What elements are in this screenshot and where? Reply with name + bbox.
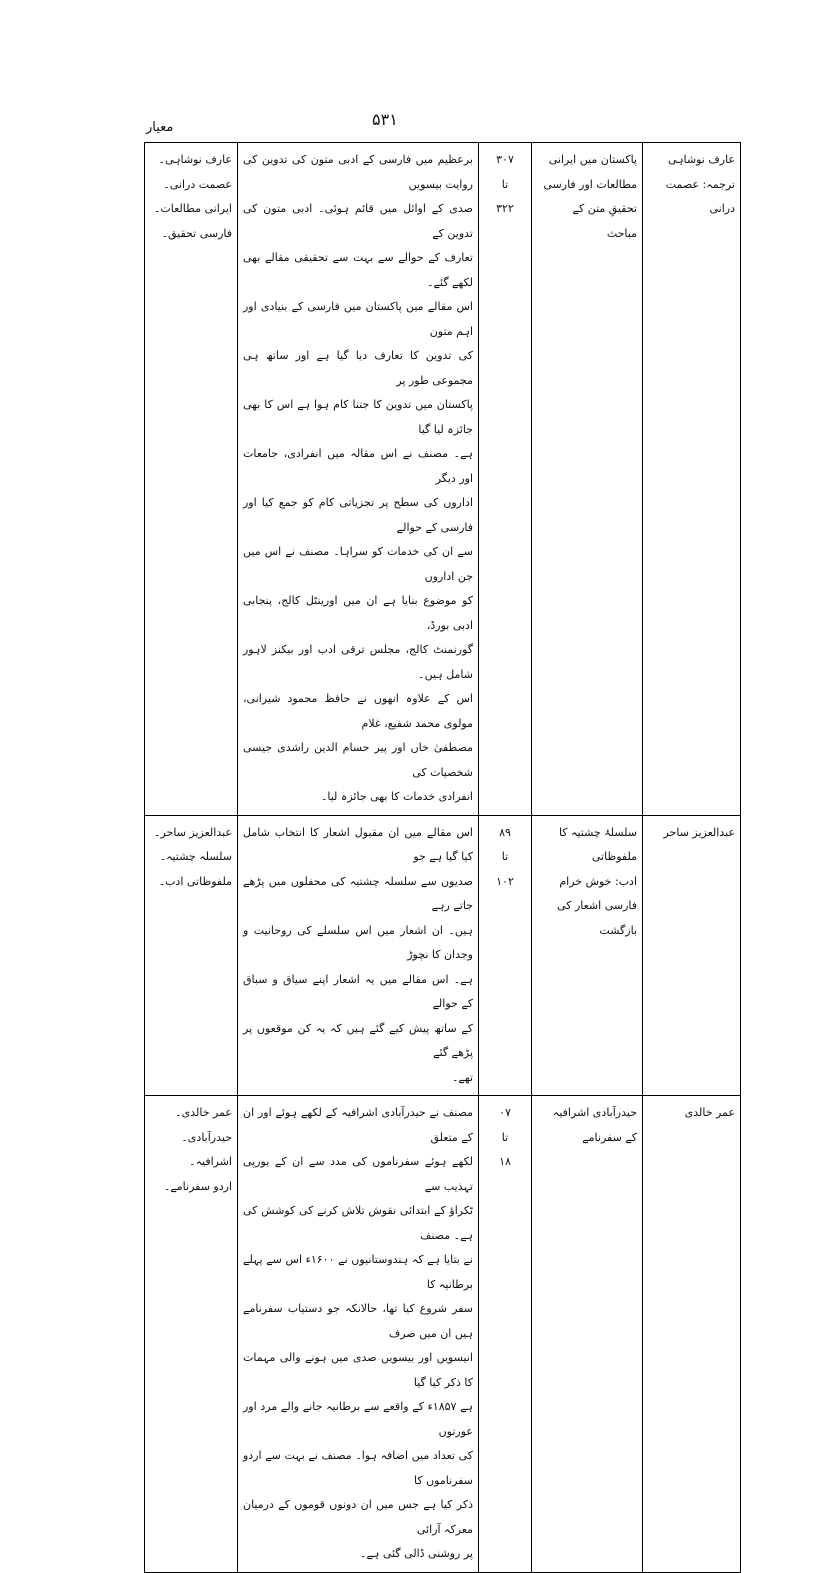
title-line: مباحث — [606, 226, 637, 240]
title-line: بازگشت — [599, 923, 637, 937]
index-table-body — [145, 143, 741, 1573]
keywords-line: سلسلہ چشتیہ۔ — [159, 850, 232, 863]
summary-line: گورنمنٹ کالج، مجلس ترقی ادب اور بیکنز لاہور شامل ہیں۔ — [243, 643, 473, 681]
keywords-line: حیدرآبادی۔ — [181, 1130, 232, 1144]
title-line: ادب: خوش خرام — [559, 874, 637, 888]
summary-line: کی تعداد میں اضافہ ہوا۔ مصنف نے بہت سے اردو سفرناموں کا — [243, 1449, 473, 1487]
pages-line: ۱۸ — [499, 1155, 511, 1168]
title-line: تحقیقِ متن کے — [572, 202, 637, 215]
table-row — [145, 1096, 741, 1573]
summary-line: صدیوں سے سلسلہ چشتیہ کی محفلوں میں پڑھے جاتے رہے — [243, 874, 473, 912]
keywords-line: عمر خالدی۔ — [175, 1106, 232, 1119]
summary-line: تھے۔ — [451, 1070, 473, 1084]
pages-line: ۰۷ — [499, 1106, 511, 1119]
author-line: عبدالعزیز ساحر — [663, 825, 735, 839]
table-row — [145, 815, 741, 1096]
title-cell — [532, 815, 643, 1096]
pages-cell — [479, 815, 532, 1096]
summary-cell — [238, 143, 479, 816]
summary-line: ذکر کیا ہے جس میں ان دونوں قوموں کے درمیان معرکہ آرائی — [243, 1498, 473, 1536]
summary-line: ہے۔ مصنف نے اس مقالہ میں انفرادی، جامعات اور دیگر — [243, 447, 473, 485]
title-line: پاکستان میں ایرانی — [548, 153, 637, 166]
summary-cell — [238, 815, 479, 1096]
pages-line: تا — [501, 1130, 509, 1144]
page-number: ۵۳۱ — [372, 110, 398, 129]
author-cell — [643, 815, 741, 1096]
keywords-cell — [145, 143, 238, 816]
keywords-line: اردو سفرنامے۔ — [163, 1179, 232, 1193]
summary-line: انیسویں اور بیسویں صدی میں ہونے والی مہمات کا ذکر کیا گیا — [243, 1351, 473, 1389]
summary-line: ہے۔ اس مقالے میں یہ اشعار اپنے سیاق و سباق کے حوالے — [243, 972, 473, 1010]
title-line: سلسلۂ چشتیہ کا ملفوظاتی — [558, 825, 637, 863]
author-line: عمر خالدی — [684, 1106, 735, 1119]
author-cell — [643, 1096, 741, 1573]
title-cell — [532, 1096, 643, 1573]
pages-cell — [479, 1096, 532, 1573]
summary-line: کو موضوع بنایا ہے ان میں اورینٹل کالج، پنجابی ادبی بورڈ، — [243, 594, 473, 632]
author-line: ترجمہ: عصمت درانی — [665, 177, 735, 215]
journal-name: معیار — [146, 120, 174, 135]
summary-line: اس کے علاوہ انھوں نے حافظ محمود شیرانی، مولوی محمد شفیع، غلام — [243, 692, 473, 730]
summary-line: اداروں کی سطح پر تجزیاتی کام کو جمع کیا اور فارسی کے حوالے — [243, 496, 473, 534]
pages-cell — [479, 143, 532, 816]
summary-line: ٹکراؤ کے ابتدائی نقوش تلاش کرنے کی کوشش کی ہے۔ مصنف — [243, 1204, 473, 1242]
summary-line: تعارف کے حوالے سے بہت سے تحقیقی مقالے بھی لکھے گئے۔ — [243, 251, 473, 289]
pages-line: ۱۰۲ — [496, 874, 514, 888]
pages-line: ۳۰۷ — [496, 153, 514, 166]
summary-line: ہیں۔ ان اشعار میں اس سلسلے کی روحانیت و وجدان کا نچوڑ — [243, 923, 473, 961]
summary-line: پر روشنی ڈالی گئی ہے۔ — [360, 1547, 473, 1560]
summary-line: صدی کے اوائل میں قائم ہوئی۔ ادبی متون کی تدوین کے — [243, 202, 473, 240]
summary-line: اس مقالے میں ان مقبول اشعار کا انتخاب شامل کیا گیا ہے جو — [243, 825, 473, 863]
keywords-line: ایرانی مطالعات۔ — [153, 202, 232, 215]
summary-line: انفرادی خدمات کا بھی جائزہ لیا۔ — [320, 790, 473, 803]
keywords-line: عبدالعزیز ساحر۔ — [154, 825, 232, 839]
pages-line: ۳۲۲ — [496, 202, 514, 215]
keywords-cell — [145, 1096, 238, 1573]
keywords-line: ملفوظاتی ادب۔ — [158, 874, 232, 888]
title-cell — [532, 143, 643, 816]
summary-line: مصنف نے حیدرآبادی اشرافیہ کے لکھے ہوئے اور ان کے متعلق — [243, 1106, 473, 1144]
pages-line: تا — [501, 177, 509, 191]
summary-line: پاکستان میں تدوین کا جتنا کام ہوا ہے اس کا بھی جائزہ لیا گیا — [243, 398, 473, 436]
keywords-line: عارف نوشاہی۔ — [158, 153, 232, 166]
pages-line: ۸۹ — [499, 825, 511, 839]
keywords-line: فارسی تحقیق۔ — [161, 226, 232, 240]
summary-line: نے بتایا ہے کہ ہندوستانیوں نے ۱۶۰۰ء اس سے پہلے برطانیہ کا — [243, 1253, 473, 1291]
index-table — [144, 142, 741, 1573]
keywords-line: عصمت درانی۔ — [163, 177, 232, 191]
summary-line: کے ساتھ پیش کیے گئے ہیں کہ یہ کن موقعوں پر پڑھے گئے — [243, 1021, 473, 1059]
summary-line: سفر شروع کیا تھا، حالانکہ جو دستیاب سفرنامے ہیں ان میں صرف — [243, 1302, 473, 1340]
summary-line: برعظیم میں فارسی کے ادبی متون کی تدوین کی روایت بیسویں — [243, 153, 473, 191]
author-cell — [643, 143, 741, 816]
keywords-cell — [145, 815, 238, 1096]
summary-cell — [238, 1096, 479, 1573]
title-line: حیدرآبادی اشرافیہ — [552, 1106, 637, 1119]
title-line: مطالعات اور فارسی — [543, 177, 637, 191]
summary-line: سے ان کی خدمات کو سراہا۔ مصنف نے اس میں جن اداروں — [243, 545, 473, 583]
title-line: فارسی اشعار کی — [557, 899, 637, 912]
summary-line: کی تدوین کا تعارف دیا گیا ہے اور ساتھ ہی مجموعی طور پر — [243, 349, 473, 387]
summary-line: ہے ۱۸۵۷ء کے واقعے سے برطانیہ جانے والے مرد اور عورتوں — [243, 1400, 473, 1438]
summary-line: اس مقالے میں پاکستان میں فارسی کے بنیادی اور اہم متون — [243, 300, 473, 338]
title-line: کے سفرنامے — [582, 1130, 637, 1144]
author-line: عارف نوشاہی — [667, 153, 735, 166]
keywords-line: اشرافیہ۔ — [189, 1155, 232, 1168]
summary-line: مصطفیٰ خاں اور پیر حسام الدین راشدی جیسی شخصیات کی — [243, 741, 473, 779]
summary-line: لکھے ہوئے سفرناموں کی مدد سے ان کے یورپی تہذیب سے — [243, 1155, 473, 1193]
table-row — [145, 143, 741, 816]
pages-line: تا — [501, 850, 509, 863]
